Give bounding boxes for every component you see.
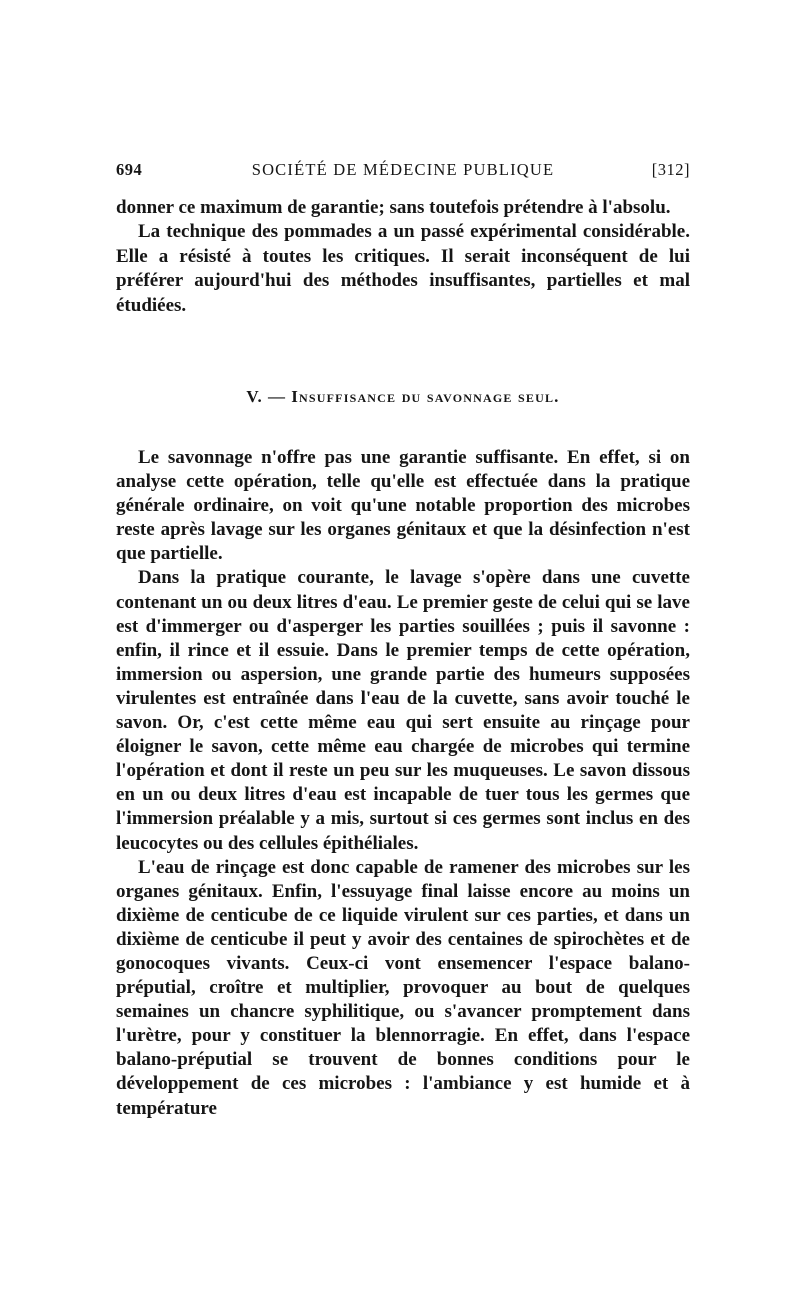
body-paragraph: Le savonnage n'offre pas une garantie suffisante. En effet, si on analyse cette opération, telle qu'elle est effectuée dans la pratique générale ordinaire, on voit qu'une notable proportion des microbes reste après lavage sur les organes génitaux et que la désinfection n'est que partielle. [116, 447, 690, 565]
section-title: Insuffisance du savonnage seul. [291, 387, 560, 406]
body-paragraph: L'eau de rinçage est donc capable de ramener des microbes sur les organes génitaux. Enfin, l'essuyage final laisse encore au moins un dixième de centicube de ce liquide virulent sur ces parties, et dans un dixième de centicube il peut y avoir des centaines de spirochètes et de gonocoques vivants. Ceux-ci vont ensemencer l'espace balano-préputial, croître et multiplier, provoquer au bout de quelques semaines un chancre syphilitique, ou s'avancer promptement dans l'urètre, pour y constituer la blennorragie. En effet, dans l'espace balano-préputial se trouvent de bonnes conditions pour le développement de ces microbes : l'ambiance y est humide et à température [116, 856, 690, 1119]
intro-paragraph: La technique des pommades a un passé expérimental considérable. Elle a résisté à toutes les critiques. Il serait inconséquent de lui préférer aujourd'hui des méthodes insuffisantes, partielles et mal étudiées. [116, 221, 690, 316]
running-header [116, 160, 690, 184]
bracket-reference: [312] [651, 160, 690, 179]
section-heading [116, 387, 690, 407]
intro-paragraph: donner ce maximum de garantie; sans toutefois prétendre à l'absolu. [116, 197, 671, 218]
body-text [116, 446, 690, 1121]
section-number: V. — [246, 387, 286, 406]
page-number: 694 [116, 160, 143, 179]
body-paragraph: Dans la pratique courante, le lavage s'opère dans une cuvette contenant un ou deux litres d'eau. Le premier geste de celui qui se lave est d'immerger ou d'asperger les parties souillées ; puis il savonne : enfin, il rince et il essuie. Dans le premier temps de cette opération, immersion ou aspersion, une grande partie des humeurs supposées virulentes est entraînée dans l'eau de la cuvette, sans avoir touché le savon. Or, c'est cette même eau qui sert ensuite au rinçage pour éloigner le savon, cette même eau chargée de microbes qui termine l'opération et dont il reste un peu sur les muqueuses. Le savon dissous en un ou deux litres d'eau est incapable de tuer tous les germes que l'immersion préalable y a mis, surtout si ces germes sont inclus en des leucocytes ou des cellules épithéliales. [116, 567, 690, 854]
running-title: SOCIÉTÉ DE MÉDECINE PUBLIQUE [251, 160, 555, 179]
intro-text [116, 196, 690, 318]
